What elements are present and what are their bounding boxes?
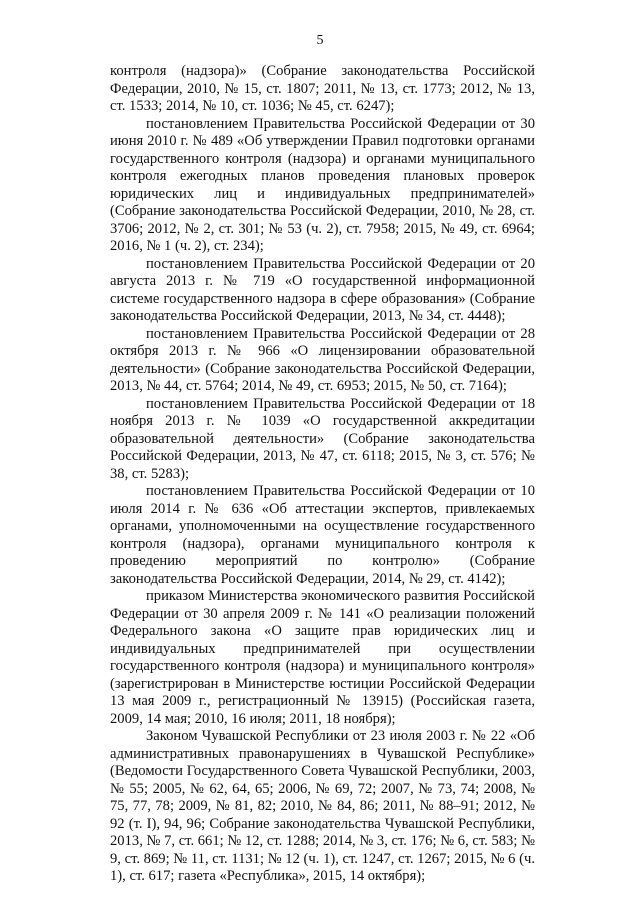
page-number: 5	[316, 33, 324, 48]
paragraph-decree-636: постановлением Правительства Российской Федерации от 10 июля 2014 г. № 636 «Об аттестации экспертов, привлекаемых органами, уполномоченными на осуществление государственного контроля (надзора), органами муниципального контроля к проведению мероприятий по контролю» (Собрание законодательства Российской Федерации, 2014, № 29, ст. 4142);	[110, 483, 535, 587]
paragraph-decree-1039: постановлением Правительства Российской Федерации от 18 ноября 2013 г. № 1039 «О государственной аккредитации образовательной деятельности» (Собрание законодательства Российской Федерации, 2013, № 47, ст. 6118; 2015, № 3, ст. 576; № 38, ст. 5283);	[110, 395, 535, 482]
paragraph-decree-966: постановлением Правительства Российской Федерации от 28 октября 2013 г. № 966 «О лицензировании образовательной деятельности» (Собрание законодательства Российской Федерации, 2013, № 44, ст. 5764; 2014, № 49, ст. 6953; 2015, № 50, ст. 7164);	[110, 325, 535, 394]
paragraph-decree-719: постановлением Правительства Российской Федерации от 20 августа 2013 г. № 719 «О государственной информационной системе государственного надзора в сфере образования» (Собрание законодательства Российской Федерации, 2013, № 34, ст. 4448);	[110, 255, 535, 324]
paragraph-decree-489: постановлением Правительства Российской Федерации от 30 июня 2010 г. № 489 «Об утверждении Правил подготовки органами государственного контроля (надзора) и органами муниципального контроля ежегодных планов проведения плановых проверок юридических лиц и индивидуальных предпринимателей» (Собрание законодательства Российской Федерации, 2010, № 28, ст. 3706; 2012, № 2, ст. 301; № 53 (ч. 2), ст. 7958; 2015, № 49, ст. 6964; 2016, № 1 (ч. 2), ст. 234);	[110, 115, 535, 254]
paragraph-order-141: приказом Министерства экономического развития Российской Федерации от 30 апреля 2009 г. № 141 «О реализации положений Федерального закона «О защите прав юридических лиц и индивидуальных предпринимателей при осуществлении государственного контроля (надзора) и муниципального контроля» (зарегистрирован в Министерстве юстиции Российской Федерации 13 мая 2009 г., регистрационный № 13915) (Российская газета, 2009, 14 мая; 2010, 16 июля; 2011, 18 ноября);	[110, 588, 535, 727]
document-body	[110, 63, 535, 886]
paragraph-law-22: Законом Чувашской Республики от 23 июля 2003 г. № 22 «Об административных правонарушениях в Чувашской Республике» (Ведомости Государственного Совета Чувашской Республики, 2003, № 55; 2005, № 62, 64, 65; 2006, № 69, 72; 2007, № 73, 74; 2008, № 75, 77, 78; 2009, № 81, 82; 2010, № 84, 86; 2011, № 88–91; 2012, № 92 (т. I), 94, 96; Собрание законодательства Чувашской Республики, 2013, № 7, ст. 661; № 12, ст. 1288; 2014, № 3, ст. 176; № 6, ст. 583; № 9, ст. 869; № 11, ст. 1131; № 12 (ч. 1), ст. 1247, ст. 1267; 2015, № 6 (ч. 1), ст. 617; газета «Республика», 2015, 14 октября);	[110, 728, 535, 884]
paragraph-continuation: контроля (надзора)» (Собрание законодательства Российской Федерации, 2010, № 15, ст. 1807; 2011, № 13, ст. 1773; 2012, № 13, ст. 1533; 2014, № 10, ст. 1036; № 45, ст. 6247);	[110, 63, 535, 114]
